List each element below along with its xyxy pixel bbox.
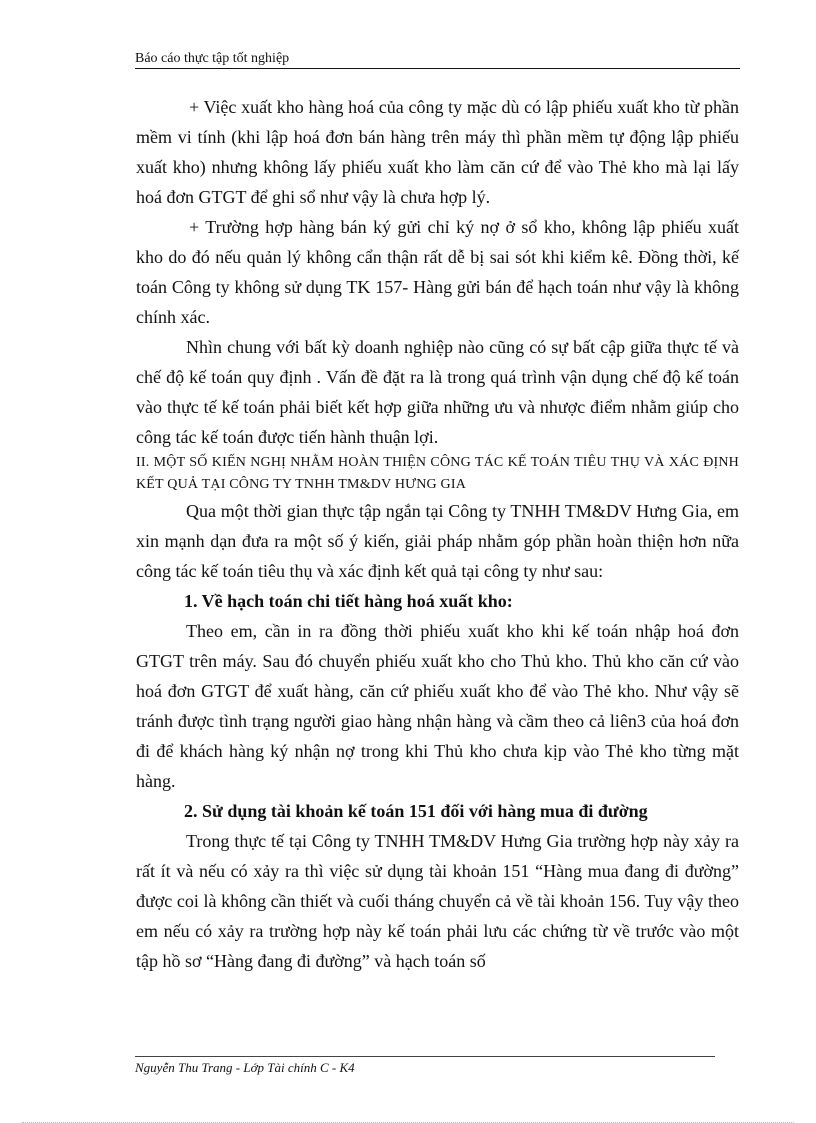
paragraph-1: + Việc xuất kho hàng hoá của công ty mặc dù có lập phiếu xuất kho từ phần mềm vi tính (khi lập hoá đơn bán hàng trên máy thì phần mềm tự động lập phiếu xuất kho) nhưng không lấy phiếu xuất kho làm căn cứ để vào Thẻ kho mà lại lấy hoá đơn GTGT để ghi sổ như vậy là chưa hợp lý. xyxy=(136,97,739,207)
subheading-2: 2. Sử dụng tài khoản kế toán 151 đối với hàng mua đi đường xyxy=(184,801,648,821)
header-rule xyxy=(135,68,740,69)
paragraph-6: Trong thực tế tại Công ty TNHH TM&DV Hưng Gia trường hợp này xảy ra rất ít và nếu có xảy ra thì việc sử dụng tài khoản 151 “Hàng mua đang đi đường” được coi là không cần thiết và cuối tháng chuyển cả về tài khoản 156. Tuy vậy theo em nếu có xảy ra trường hợp này kế toán phải lưu các chứng từ về trước vào một tập hồ sơ “Hàng đang đi đường” và hạch toán số xyxy=(136,831,739,971)
paragraph-5: Theo em, cần in ra đồng thời phiếu xuất kho khi kế toán nhập hoá đơn GTGT trên máy. Sau đó chuyển phiếu xuất kho cho Thủ kho. Thủ kho căn cứ vào hoá đơn GTGT để xuất hàng, căn cứ phiếu xuất kho để vào Thẻ kho. Như vậy sẽ tránh được tình trạng người giao hàng nhận hàng và cầm theo cả liên3 của hoá đơn đi để khách hàng ký nhận nợ trong khi Thủ kho chưa kịp vào Thẻ kho từng mặt hàng. xyxy=(136,621,739,791)
footer-rule xyxy=(135,1056,715,1057)
running-footer: Nguyễn Thu Trang - Lớp Tài chính C - K4 xyxy=(135,1060,355,1075)
running-header: Báo cáo thực tập tốt nghiệp xyxy=(135,51,290,66)
section-heading: II. MỘT SỐ KIẾN NGHỊ NHẰM HOÀN THIỆN CÔNG TÁC KẾ TOÁN TIÊU THỤ VÀ XÁC ĐỊNH KẾT QUẢ TẠI CÔNG TY TNHH TM&DV HƯNG GIA xyxy=(136,455,739,492)
paragraph-4: Qua một thời gian thực tập ngắn tại Công ty TNHH TM&DV Hưng Gia, em xin mạnh dạn đưa ra một số ý kiến, giải pháp nhằm góp phần hoàn thiện hơn nữa công tác kế toán tiêu thụ và xác định kết quả tại công ty như sau: xyxy=(136,501,739,581)
document-body xyxy=(136,92,739,976)
subheading-1: 1. Về hạch toán chi tiết hàng hoá xuất kho: xyxy=(184,591,513,611)
paragraph-2: + Trường hợp hàng bán ký gửi chỉ ký nợ ở sổ kho, không lập phiếu xuất kho do đó nếu quản lý không cẩn thận rất dễ bị sai sót khi kiểm kê. Đồng thời, kế toán Công ty không sử dụng TK 157- Hàng gửi bán để hạch toán như vậy là không chính xác. xyxy=(136,217,739,327)
paragraph-3: Nhìn chung với bất kỳ doanh nghiệp nào cũng có sự bất cập giữa thực tế và chế độ kế toán quy định . Vấn đề đặt ra là trong quá trình vận dụng chế độ kế toán vào thực tế kế toán phải biết kết hợp giữa những ưu và nhược điểm nhằm giúp cho công tác kế toán được tiến hành thuận lợi. xyxy=(136,337,739,447)
